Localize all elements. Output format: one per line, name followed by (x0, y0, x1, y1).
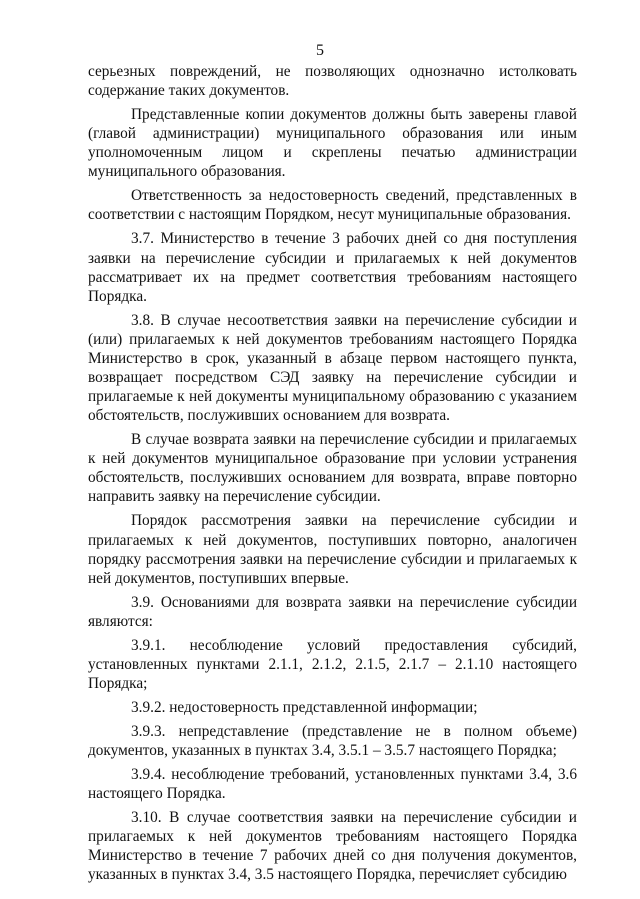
paragraph-continuation: серьезных повреждений, не позволяющих однозначно истолковать содержание таких документов. (88, 63, 577, 100)
paragraph-3-8: 3.8. В случае несоответствия заявки на перечисление субсидии и (или) прилагаемых к ней документов требованиям настоящего Порядка Министерство в срок, указанный в абзаце первом настоящего пункта, возвращает посредством СЭД заявку на перечисление субсидии и прилагаемые к ней документы муниципальному образованию с указанием обстоятельств, послуживших основанием для возврата. (88, 311, 577, 425)
paragraph-certified-copies: Представленные копии документов должны быть заверены главой (главой администрации) муниципального образования или иным уполномоченным лицом и скреплены печатью администрации муниципального образования. (88, 106, 577, 181)
paragraph-3-7: 3.7. Министерство в течение 3 рабочих дней со дня поступления заявки на перечисление субсидии и прилагаемых к ней документов рассматривает их на предмет соответствия требованиям настоящего Порядка. (88, 230, 577, 305)
paragraph-3-9-4: 3.9.4. несоблюдение требований, установленных пунктами 3.4, 3.6 настоящего Порядка. (88, 765, 577, 803)
page-number: 5 (316, 42, 324, 59)
paragraph-return-case: В случае возврата заявки на перечисление субсидии и прилагаемых к ней документов муниципальное образование при условии устранения обстоятельств, послуживших основанием для возврата, вправе повторно направить заявку на перечисление субсидии. (88, 431, 577, 506)
paragraph-3-9-3: 3.9.3. непредставление (представление не в полном объеме) документов, указанных в пунктах 3.4, 3.5.1 – 3.5.7 настоящего Порядка; (88, 722, 577, 759)
paragraph-review-order: Порядок рассмотрения заявки на перечисление субсидии и прилагаемых к ней документов, поступивших повторно, аналогичен порядку рассмотрения заявки на перечисление субсидии и прилагаемых к ней документов, поступивших впервые. (88, 512, 577, 587)
paragraph-responsibility: Ответственность за недостоверность сведений, представленных в соответствии с настоящим Порядком, несут муниципальные образования. (88, 187, 577, 224)
paragraph-3-10: 3.10. В случае соответствия заявки на перечисление субсидии и прилагаемых к ней документов требованиям настоящего Порядка Министерство в течение 7 рабочих дней со дня получения документов, указанных в пунктах 3.4, 3.5 настоящего Порядка, перечисляет субсидию (88, 809, 577, 884)
paragraph-3-9-2: 3.9.2. недостоверность представленной информации; (131, 698, 478, 716)
paragraph-3-9-1: 3.9.1. несоблюдение условий предоставления субсидий, установленных пунктами 2.1.1, 2.1.2, 2.1.5, 2.1.7 – 2.1.10 настоящего Порядка; (88, 636, 577, 692)
paragraph-3-9: 3.9. Основаниями для возврата заявки на перечисление субсидии являются: (88, 593, 577, 630)
document-body (88, 62, 577, 884)
